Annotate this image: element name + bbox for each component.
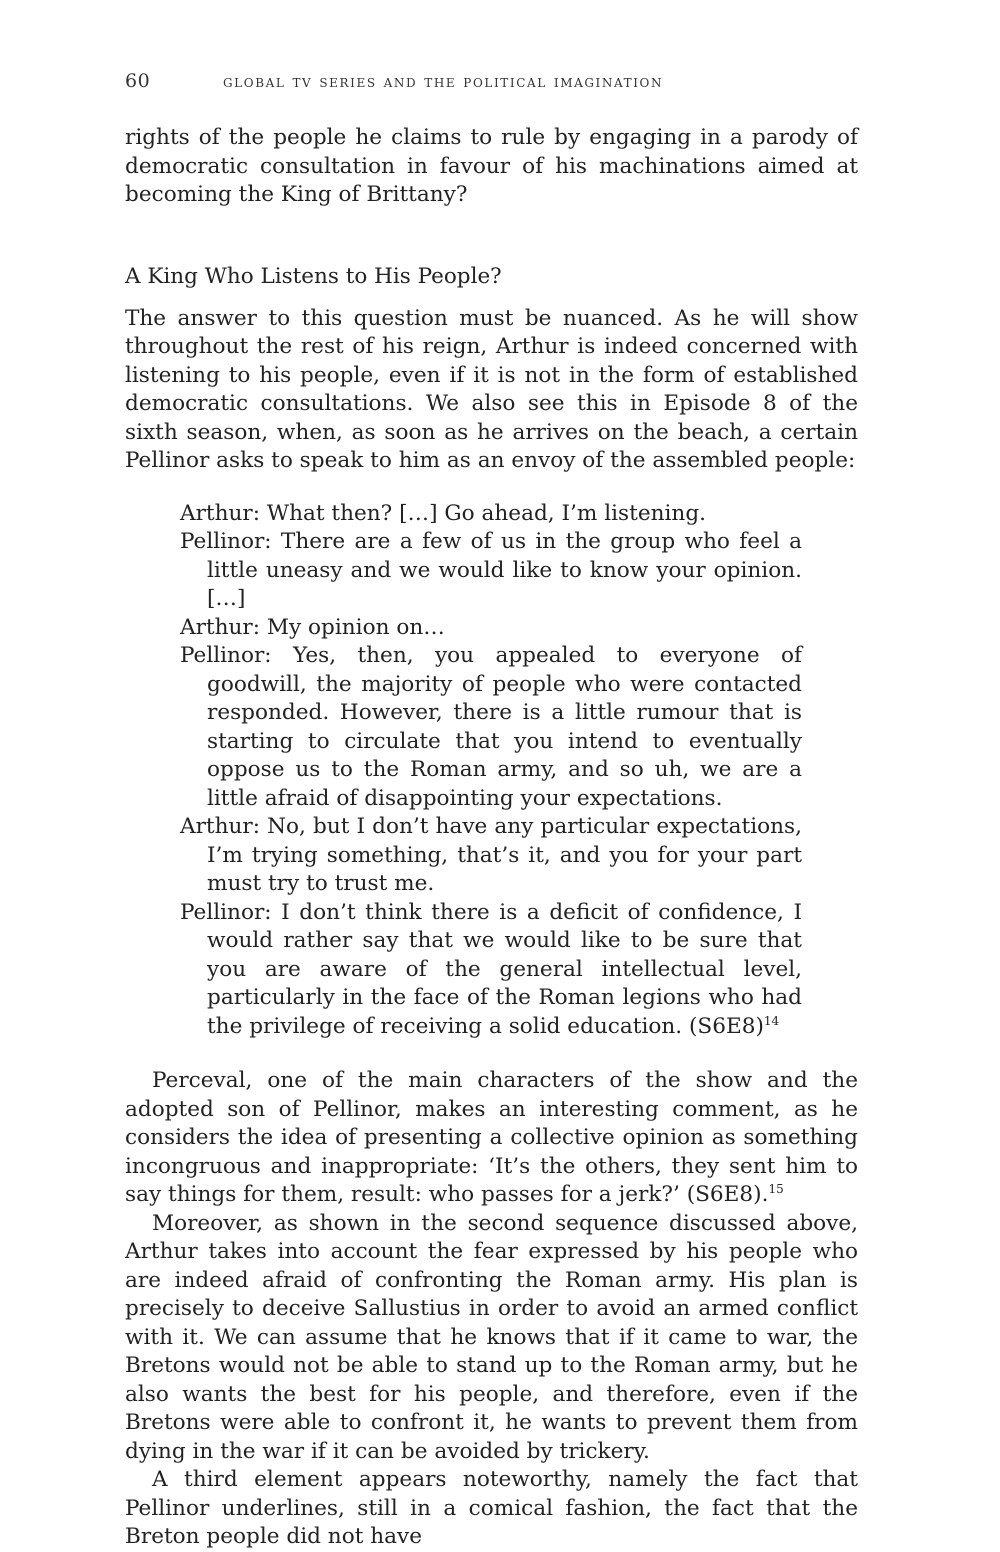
running-header [125,70,858,100]
dialogue-line: Pellinor: There are a few of us in the group who feel a little uneasy and we would like to know your opinion. […] [180,529,802,611]
book-page [125,70,858,1552]
dialogue-line-with-note [180,899,802,1042]
paragraph-third-element: A third element appears noteworthy, namely the fact that Pellinor underlines, still in a comical fashion, the fact that the Breton people did not have [125,1467,858,1549]
dialogue-block-quote [180,500,802,1042]
section-heading: A King Who Listens to His People? [125,263,502,289]
running-title: global tv series and the political imagination [223,72,664,92]
paragraph-perceval-text: Perceval, one of the main characters of the show and the adopted son of Pellinor, makes an interesting comment, as he considers the idea of presenting a collective opinion as something incongruous and inappropriate: ‘It’s the others, they sent him to say things for them, result: who passes for a jerk?’ (S6E8). [125,1068,858,1207]
dialogue-line: Pellinor: Yes, then, you appealed to everyone of goodwill, the majority of people who were contacted responded. However, there is a little rumour that is starting to circulate that you intend to eventually oppose us to the Roman army, and so uh, we are a little afraid of disappointing your expectations. [180,643,802,811]
dialogue-line: Arthur: No, but I don’t have any particular expectations, I’m trying something, that’s it, and you for your part must try to trust me. [180,814,802,896]
paragraph-moreover: Moreover, as shown in the second sequence discussed above, Arthur takes into account the fear expressed by his people who are indeed afraid of confronting the Roman army. His plan is precisely to deceive Sallustius in order to avoid an armed conflict with it. We can assume that he knows that if it came to war, the Bretons would not be able to stand up to the Roman army, but he also wants the best for his people, and therefore, even if the Bretons were able to confront it, he wants to prevent them from dying in the war if it can be avoided by trickery. [125,1210,858,1464]
paragraph-perceval [125,1067,858,1210]
footnote-ref-15[interactable]: 15 [768,1182,784,1196]
dialogue-line-text: Pellinor: I don’t think there is a deficit of confidence, I would rather say that we would like to be sure that you are aware of the general intellectual level, particularly in the face of the Roman legions who had the privilege of receiving a solid education. (S6E8) [180,899,802,1039]
intro-paragraph: The answer to this question must be nuanced. As he will show throughout the rest of his reign, Arthur is indeed concerned with listening to his people, even if it is not in the form of established democratic consultations. We also see this in Episode 8 of the sixth season, when, as soon as he arrives on the beach, a certain Pellinor asks to speak to him as an envoy of the assembled people: [125,305,858,473]
continuation-paragraph: rights of the people he claims to rule by engaging in a parody of democratic consultation in favour of his machinations aimed at becoming the King of Brittany? [125,125,858,207]
dialogue-line: Arthur: My opinion on… [180,614,445,640]
dialogue-line: Arthur: What then? […] Go ahead, I’m listening. [180,500,706,526]
footnote-ref-14[interactable]: 14 [763,1013,780,1028]
page-number: 60 [125,70,151,92]
